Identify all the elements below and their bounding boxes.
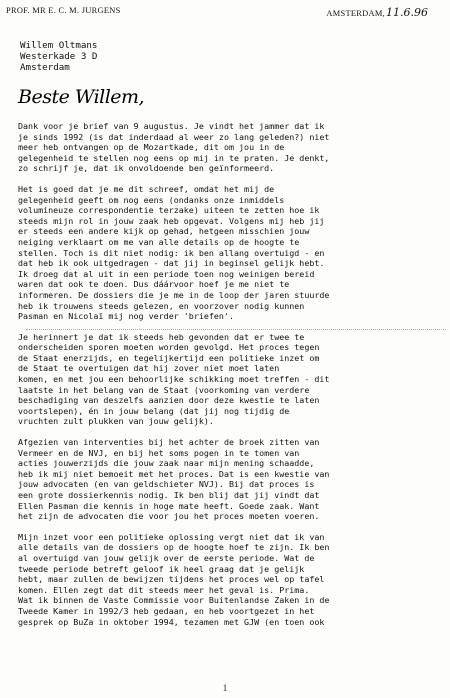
text-line: laatste in het belang van de Staat (voorkoming van verdere [18, 384, 310, 395]
letterhead-sender: PROF. MR E. C. M. JURGENS [6, 6, 121, 15]
text-line: onderscheiden sporen moeten worden gevolgd. Het proces tegen [18, 342, 320, 353]
text-line: Ik droeg dat al uit in een periode toen nog weinigen bereid [18, 268, 315, 279]
text-line: steeds mijn rol in jouw zaak heb opgevat. Volgens mij heb jij [18, 215, 325, 226]
text-line: jouw advocaten (en van geldschieter NVJ). Bij dat proces is [18, 479, 315, 490]
letter-body [18, 121, 446, 637]
text-line: een grote dossierkennis nodig. Ik ben blij dat jij vindt dat [18, 490, 320, 500]
text-line: gelegenheid te stellen nog eens op mij in te praten. Je denkt, [18, 152, 330, 163]
text-line: Tweede Kamer in 1992/3 heb gedaan, en heb voortgezet in het [18, 605, 315, 616]
paragraph-4 [18, 437, 446, 522]
page-number: 1 [222, 683, 228, 693]
text-line: tweede periode betreft geloof ik heel graag dat je gelijk [18, 563, 305, 574]
text-line: komen, en met jou een behoorlijke schikking moet treffen - dit [18, 374, 330, 385]
text-line: al overtuigd van jouw gelijk over de eerste periode. Wat de [18, 552, 315, 563]
handwritten-salutation: Beste Willem, [18, 86, 145, 108]
letterhead-city: AMSTERDAM, [326, 9, 385, 18]
text-line: stellen. Toch is dit niet nodig: ik ben allang overtuigd - en [18, 247, 325, 258]
text-line: beschadiging van deszelfs aanzien door deze kwestie te laten [18, 395, 320, 406]
text-line: alle details van de dossiers op de hoogte hoef te zijn. Ik ben [18, 542, 330, 553]
text-line: de Staat enerzijds, en tegelijkertijd een politieke inzet om [18, 352, 320, 363]
text-line: meer heb ontvangen op de Mozartkade, dit om jou in de [18, 142, 285, 153]
text-line: waren dat ook te doen. Dus dáárvoor hoef je me niet te [18, 279, 290, 290]
text-line: acties jouwerzijds die jouw zaak naar mijn mening schaadde, [18, 458, 315, 469]
text-line: informeren. De dossiers die je me in de loop der jaren stuurde [18, 289, 330, 300]
text-line: komen. Ellen zegt dat dit steeds meer het geval is. Prima. [18, 584, 310, 595]
letterhead-place-date [326, 6, 428, 19]
text-line: Pasman en Nicolaï mij nog verder 'briefen'. [18, 311, 235, 322]
scan-dotted-line [26, 329, 446, 334]
text-line: Vermeer en de NVJ, en bij het soms pogen in te tomen van [18, 447, 300, 458]
text-line: volumineuze correspondentie terzake) uiteen te zetten hoe ik [18, 205, 320, 216]
text-line: voortslepen), én in jouw belang (dat jij nog tijdig de [18, 405, 290, 416]
recipient-address [20, 40, 97, 73]
address-line: Willem Oltmans [20, 40, 98, 51]
text-line: neiging verklaart om me van alle details op de hoogte te [18, 236, 300, 247]
text-line: Het is goed dat je me dit schreef, omdat het mij de [18, 183, 275, 194]
text-line: Ellen Pasman die kennis in hoge mate heeft. Goede zaak. Want [18, 500, 320, 511]
text-line: Afgezien van interventies bij het achter de broek zitten van [18, 437, 320, 448]
text-line: Je herinnert je dat ik steeds heb gevonden dat er twee te [18, 331, 305, 342]
text-line: heb ik mij niet bemoeit met het proces. Dat is een kwestie van [18, 468, 330, 479]
paragraph-5 [18, 532, 446, 627]
text-line: Wat ik binnen de Vaste Commissie voor Buitenlandse Zaken in de [18, 595, 330, 606]
text-line: heb ik trouwens steeds gelezen, en voorzover nodig kunnen [18, 300, 305, 311]
address-line: Amsterdam [20, 62, 70, 73]
text-line: Dank voor je brief van 9 augustus. Je vindt het jammer dat ik [18, 121, 325, 131]
text-line: er steeds een andere kijk op gehad, hetgeen misschien jouw [18, 226, 310, 237]
paragraph-1 [18, 121, 446, 174]
paragraph-2 [18, 184, 446, 322]
text-line: vruchten zult plukken van jouw gelijk). [18, 416, 214, 427]
text-line: je sinds 1992 (is dat inderdaad al weer zo lang geleden?) niet [18, 131, 330, 142]
text-line: Mijn inzet voor een politieke oplossing vergt niet dat ik van [18, 531, 325, 542]
text-line: hebt, maar zullen de bewijzen tijdens het proces wel op tafel [18, 574, 325, 585]
text-line: de Staat te overtuigen dat hij zover niet moet laten [18, 363, 280, 374]
paragraph-3 [18, 332, 446, 427]
text-line: zo schrijf je, dat ik onvoldoende ben geïnformeerd. [18, 163, 275, 174]
text-line: het zijn de advocaten die voor jou het proces moeten voeren. [18, 511, 320, 522]
text-line: gesprek op BuZa in oktober 1994, tezamen met GJW (en toen ook [18, 616, 325, 627]
text-line: gelegenheid geeft om nog eens (ondanks onze inmiddels [18, 194, 285, 205]
text-line: dat heb ik ook uitgedragen - dat jij in beginsel gelijk hebt. [18, 258, 325, 269]
handwritten-date: 11.6.96 [386, 6, 428, 19]
address-line: Westerkade 3 D [20, 51, 98, 62]
